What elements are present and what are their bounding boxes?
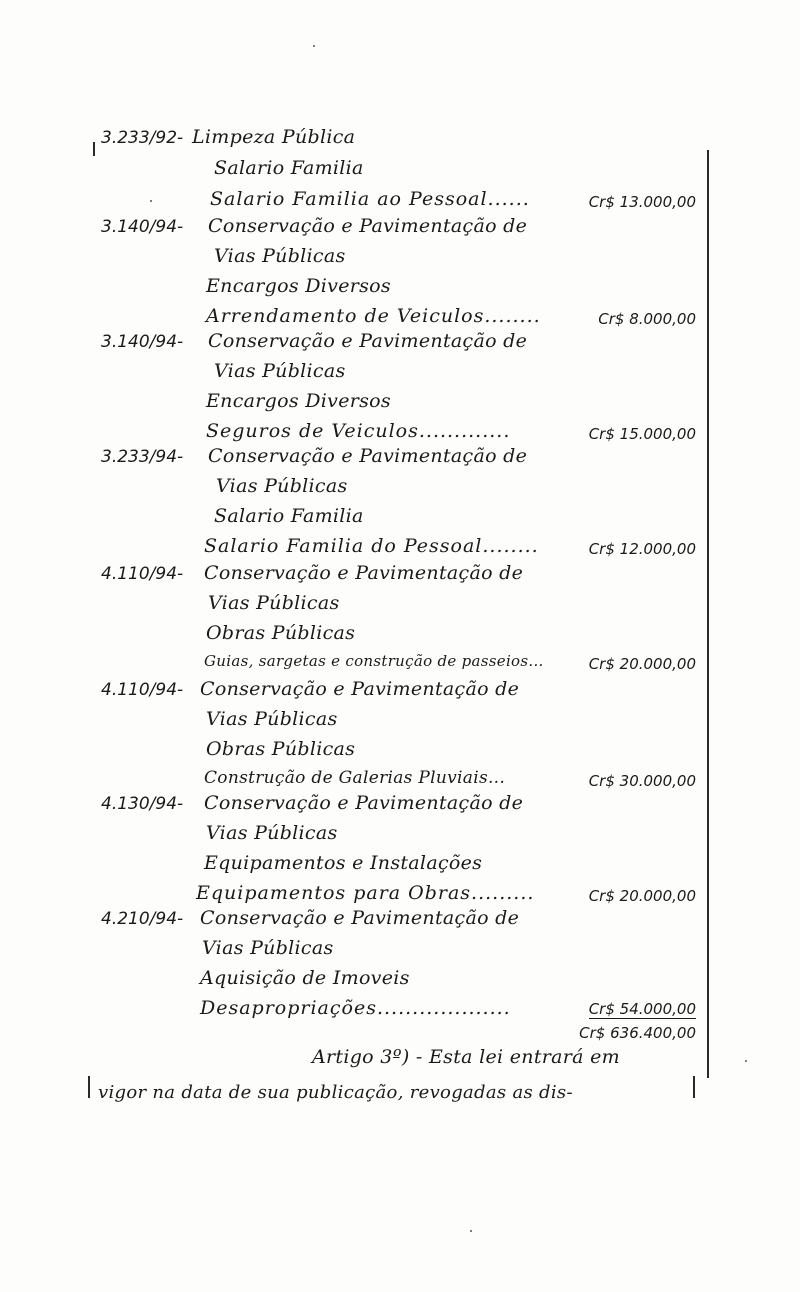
entry-code: 3.233/94-: [101, 447, 184, 467]
entry-line: Conservação e Pavimentação de: [200, 678, 520, 700]
entry-amount: Cr$ 20.000,00: [588, 887, 696, 905]
entry-item: Desapropriações...................: [200, 997, 511, 1019]
margin-line: [93, 142, 95, 156]
entry-line: Salario Familia: [214, 505, 364, 527]
margin-line: [707, 150, 709, 1078]
entry-line: Conservação e Pavimentação de: [200, 907, 520, 929]
entry-code: 3.140/94-: [101, 332, 184, 352]
entry-code: 3.140/94-: [101, 217, 184, 237]
entry-code: 4.210/94-: [101, 909, 184, 929]
entry-line: Equipamentos e Instalações: [204, 852, 483, 874]
entry-item: Construção de Galerias Pluviais...: [204, 768, 506, 788]
scan-speck: [745, 1060, 747, 1062]
entry-amount: Cr$ 15.000,00: [588, 425, 696, 443]
entry-line: Vias Públicas: [214, 245, 346, 267]
entry-line: Limpeza Pública: [192, 126, 356, 148]
entry-line: Aquisição de Imoveis: [200, 967, 410, 989]
entry-code: 4.130/94-: [101, 794, 184, 814]
entry-code: 4.110/94-: [101, 564, 184, 584]
margin-line: [88, 1076, 90, 1098]
entry-amount: Cr$ 30.000,00: [588, 772, 696, 790]
scan-speck: [470, 1230, 472, 1232]
scan-speck: [150, 200, 152, 202]
scan-speck: [313, 45, 315, 47]
entry-line: Conservação e Pavimentação de: [204, 792, 524, 814]
entry-line: Encargos Diversos: [206, 275, 391, 297]
article-text: Artigo 3º) - Esta lei entrará em: [312, 1046, 620, 1068]
entry-line: Obras Públicas: [206, 738, 356, 760]
entry-line: Conservação e Pavimentação de: [208, 445, 528, 467]
entry-line: Vias Públicas: [208, 592, 340, 614]
entry-line: Vias Públicas: [202, 937, 334, 959]
margin-line: [693, 1076, 695, 1098]
entry-line: Conservação e Pavimentação de: [208, 215, 528, 237]
entry-code: 4.110/94-: [101, 680, 184, 700]
entry-item: Guias, sargetas e construção de passeios...: [204, 652, 544, 670]
entry-line: Obras Públicas: [206, 622, 356, 644]
entry-amount: Cr$ 54.000,00: [588, 1000, 696, 1018]
entry-line: Salario Familia: [214, 157, 364, 179]
entry-item: Equipamentos para Obras.........: [196, 882, 535, 904]
entry-line: Vias Públicas: [216, 475, 348, 497]
entry-amount: Cr$ 20.000,00: [588, 655, 696, 673]
entry-line: Encargos Diversos: [206, 390, 391, 412]
entry-line: Vias Públicas: [206, 708, 338, 730]
entry-amount: Cr$ 12.000,00: [588, 540, 696, 558]
entry-item: Seguros de Veiculos.............: [206, 420, 511, 442]
article-text: vigor na data de sua publicação, revogadas as dis-: [98, 1082, 573, 1103]
entry-item: Salario Familia do Pessoal........: [204, 535, 539, 557]
entry-code: 3.233/92-: [101, 128, 184, 148]
entry-item: Salario Familia ao Pessoal......: [210, 188, 530, 210]
entry-line: Vias Públicas: [206, 822, 338, 844]
total-amount: Cr$ 636.400,00: [579, 1024, 696, 1042]
entry-line: Conservação e Pavimentação de: [208, 330, 528, 352]
entry-line: Conservação e Pavimentação de: [204, 562, 524, 584]
entry-line: Vias Públicas: [214, 360, 346, 382]
entry-amount: Cr$ 8.000,00: [598, 310, 696, 328]
entry-amount: Cr$ 13.000,00: [588, 193, 696, 211]
entry-item: Arrendamento de Veiculos........: [206, 305, 541, 327]
